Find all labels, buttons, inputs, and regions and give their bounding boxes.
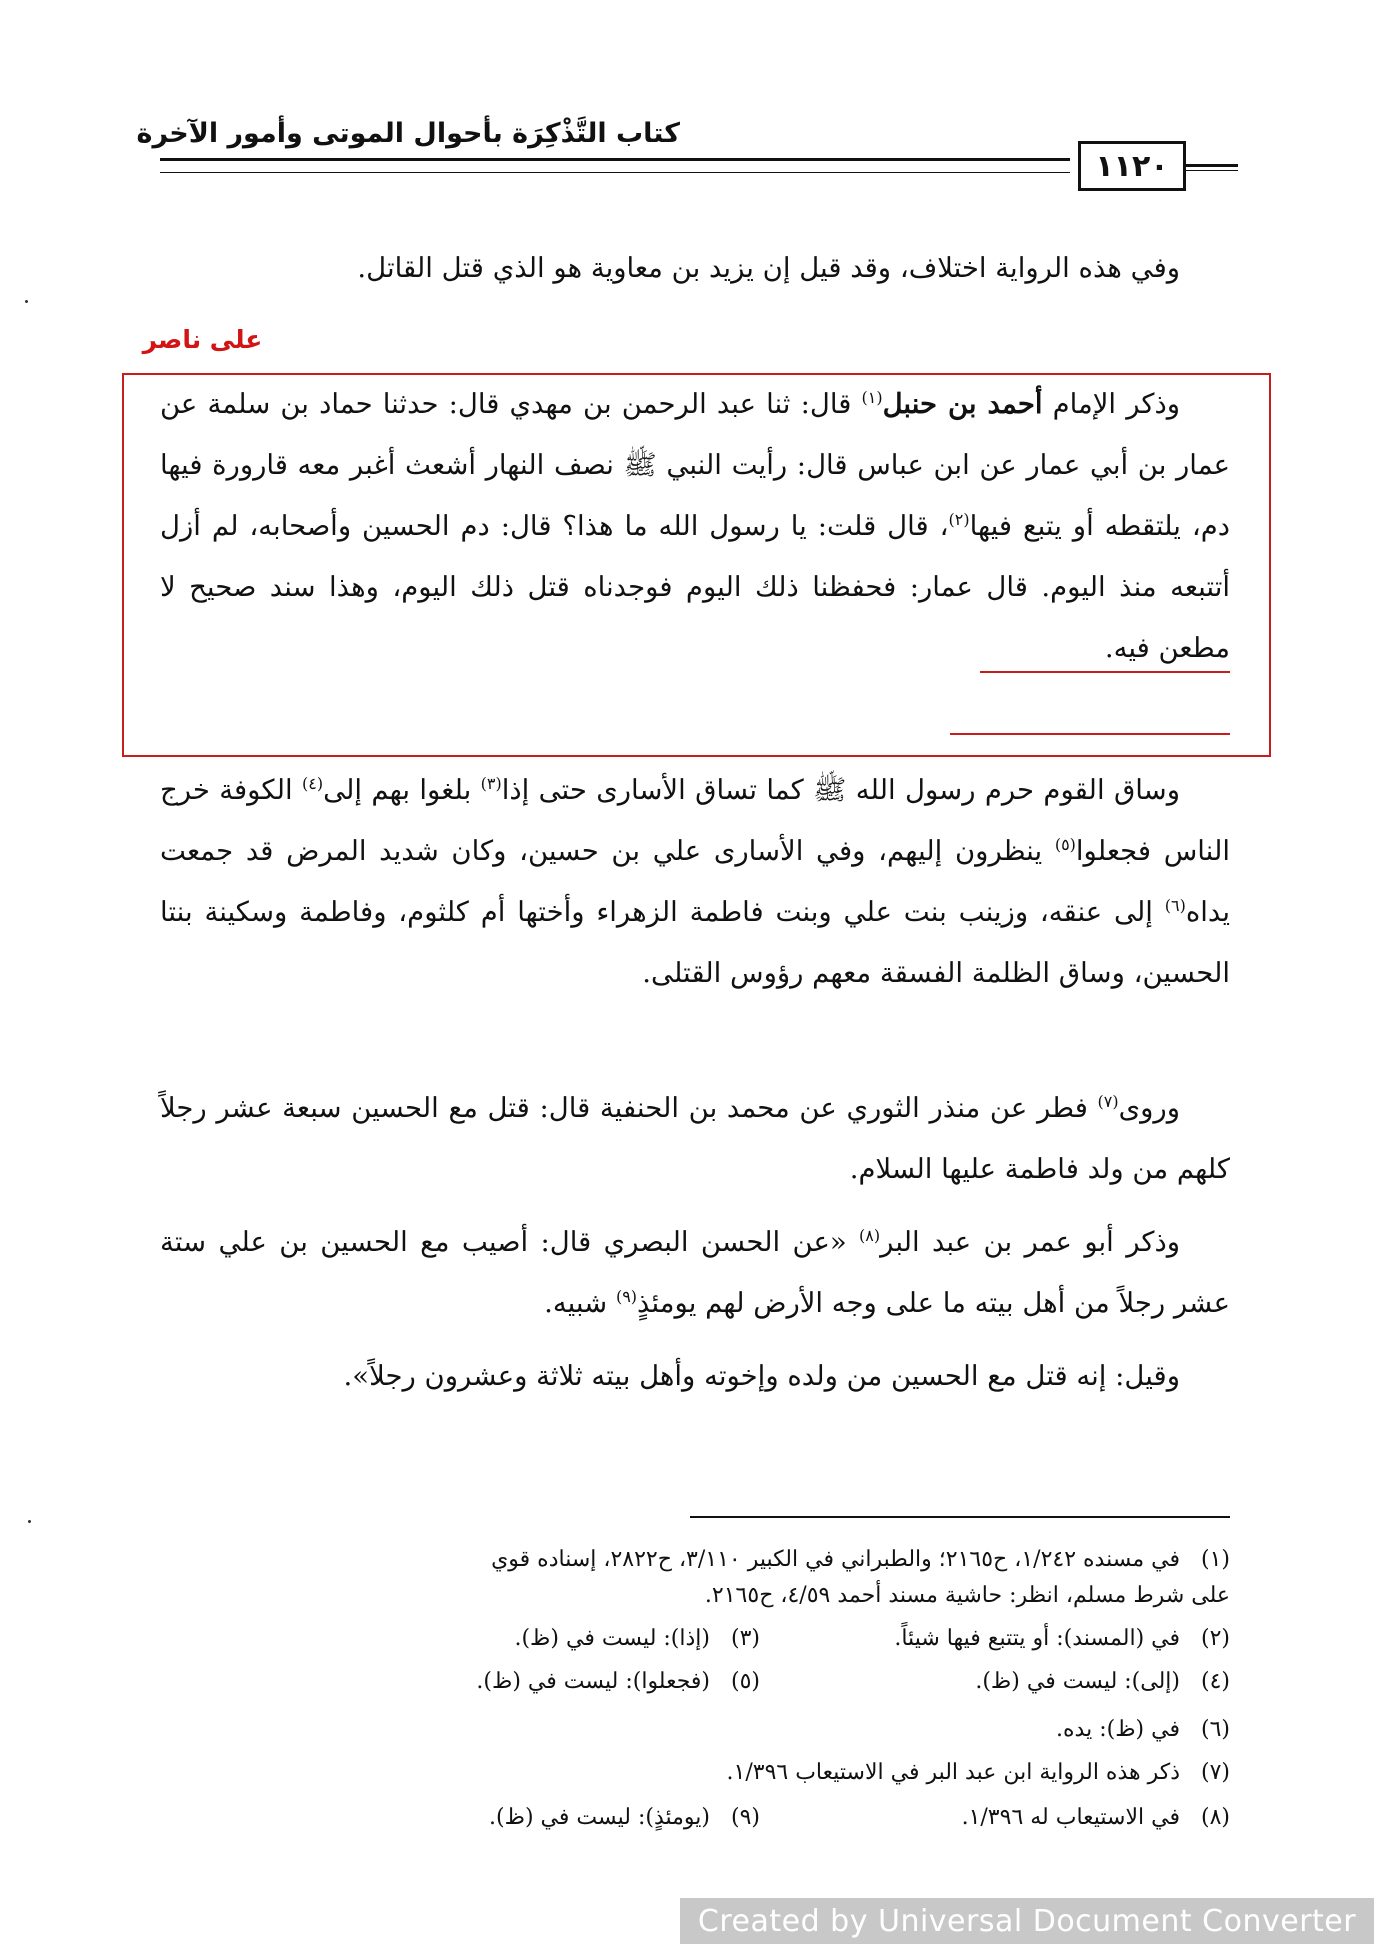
- p3-text-1: وساق القوم حرم رسول الله ﷺ كما تساق الأسارى حتى إذا: [501, 774, 1180, 806]
- footnote-row-8-9: [160, 1800, 1230, 1836]
- footnote-4-number: (٤): [1200, 1669, 1230, 1694]
- footnote-6: [160, 1712, 1230, 1748]
- footnote-1: [160, 1542, 1230, 1578]
- footnote-7: [160, 1755, 1230, 1791]
- footnote-row-4-5: [160, 1664, 1230, 1700]
- footnote-ref-1[interactable]: (١): [861, 387, 883, 407]
- footnote-6-text: في (ظ): يده.: [1056, 1717, 1180, 1742]
- converter-watermark: Created by Universal Document Converter: [680, 1898, 1374, 1944]
- footnote-7-text: ذكر هذه الرواية ابن عبد البر في الاستيعاب ١/٣٩٦.: [726, 1760, 1180, 1785]
- scan-speck: [25, 300, 28, 303]
- paragraph-5: [160, 1212, 1230, 1334]
- footnote-7-number: (٧): [1200, 1760, 1230, 1785]
- p5-text-3: شبيه.: [544, 1287, 616, 1319]
- owner-stamp: على ناصر: [142, 325, 263, 354]
- paragraph-6: وقيل: إنه قتل مع الحسين من ولده وإخوته وأهل بيته ثلاثة وعشرون رجلاً».: [343, 1360, 1180, 1392]
- p3-text-4: ينظرون إليهم، وفي الأسارى علي بن حسين، وكان شديد المرض قد جمعت يداه: [160, 835, 1230, 928]
- p2-name: أحمد بن حنبل: [882, 388, 1043, 420]
- footnote-9-number: (٩): [730, 1805, 760, 1830]
- footnote-ref-4[interactable]: (٤): [301, 773, 324, 793]
- page-number-rule: [1186, 164, 1238, 167]
- footnote-ref-6[interactable]: (٦): [1164, 895, 1186, 915]
- footnote-2-number: (٢): [1200, 1626, 1230, 1651]
- footnote-row-2-3: [160, 1621, 1230, 1657]
- p2-lead: وذكر الإمام: [1052, 388, 1180, 420]
- p2-text-2: ، قال قلت: يا رسول الله ما هذا؟ قال: دم الحسين وأصحابه، لم أزل أتتبعه منذ اليوم. قال عمار: فحفظنا ذلك اليوم فوجدناه قتل ذلك اليوم، وهذا سند صحيح لا مطعن فيه.: [160, 510, 1230, 664]
- running-title: كتاب التَّذْكِرَة بأحوال الموتى وأمور الآخرة: [136, 118, 680, 149]
- footnote-1-number: (١): [1200, 1547, 1230, 1572]
- footnote-ref-8[interactable]: (٨): [859, 1225, 881, 1245]
- footnote-5-text: (فجعلوا): ليست في (ظ).: [476, 1669, 710, 1694]
- paragraph-2: [160, 374, 1230, 679]
- scan-speck: [28, 1520, 31, 1523]
- header-rule-thin: [160, 172, 1070, 173]
- footnote-1-continued: على شرط مسلم، انظر: حاشية مسند أحمد ٤/٥٩، ح٢١٦٥.: [704, 1583, 1230, 1608]
- p3-text-2: بلغوا بهم إلى: [323, 774, 481, 806]
- footnote-rule: [690, 1516, 1230, 1518]
- p5-text-1: وذكر أبو عمر بن عبد البر: [880, 1226, 1180, 1258]
- paragraph-4: [160, 1078, 1230, 1200]
- footnote-8-number: (٨): [1200, 1805, 1230, 1830]
- footnote-3-text: (إذا): ليست في (ظ).: [514, 1626, 710, 1651]
- footnote-8-text: في الاستيعاب له ١/٣٩٦.: [961, 1805, 1180, 1830]
- page-number-rule-thin: [1186, 170, 1238, 171]
- footnote-5-number: (٥): [730, 1669, 760, 1694]
- header-rule: [160, 158, 1070, 161]
- footnote-3-number: (٣): [730, 1626, 760, 1651]
- paragraph-3: [160, 760, 1230, 1004]
- footnote-ref-5[interactable]: (٥): [1054, 834, 1076, 854]
- p5-text-2: «عن الحسن البصري قال: أصيب مع الحسين بن علي ستة عشر رجلاً من أهل بيته ما على وجه الأرض لهم يومئذٍ: [160, 1226, 1230, 1319]
- footnote-1-line-1: في مسنده ١/٢٤٢، ح٢١٦٥؛ والطبراني في الكبير ٣/١١٠، ح٢٨٢٢، إسناده قوي: [491, 1547, 1180, 1572]
- red-underline-2: [950, 733, 1230, 735]
- p4-text-2: فطر عن منذر الثوري عن محمد بن الحنفية قال: قتل مع الحسين سبعة عشر رجلاً كلهم من ولد فاطمة عليها السلام.: [160, 1092, 1230, 1185]
- p4-text-1: وروى: [1118, 1092, 1180, 1124]
- paragraph-1: وفي هذه الرواية اختلاف، وقد قيل إن يزيد بن معاوية هو الذي قتل القاتل.: [357, 252, 1180, 284]
- p2-text-1: قال: ثنا عبد الرحمن بن مهدي قال: حدثنا حماد بن سلمة عن عمار بن أبي عمار عن ابن عباس قال: رأيت النبي ﷺ نصف النهار أشعث أغبر معه قارورة فيها دم، يلتقطه أو يتبع فيها: [160, 388, 1230, 542]
- footnote-2-text: في (المسند): أو يتتبع فيها شيئاً.: [894, 1626, 1180, 1651]
- footnote-9-text: (يومئذٍ): ليست في (ظ).: [489, 1805, 710, 1830]
- red-underline-1: [980, 671, 1230, 673]
- footnote-ref-9[interactable]: (٩): [615, 1286, 638, 1306]
- footnote-ref-3[interactable]: (٣): [480, 773, 502, 793]
- footnote-ref-7[interactable]: (٧): [1097, 1091, 1119, 1111]
- footnote-6-number: (٦): [1200, 1717, 1230, 1742]
- page-number: ١١٢٠: [1078, 141, 1186, 191]
- p3-text-3: الكوفة خرج الناس فجعلوا: [160, 774, 1230, 867]
- footnote-4-text: (إلى): ليست في (ظ).: [975, 1669, 1180, 1694]
- p3-text-5: إلى عنقه، وزينب بنت علي وبنت فاطمة الزهراء وأختها أم كلثوم، وفاطمة وسكينة بنتا الحسين، وساق الظلمة الفسقة معهم رؤوس القتلى.: [160, 896, 1230, 989]
- footnote-ref-2[interactable]: (٢): [948, 509, 970, 529]
